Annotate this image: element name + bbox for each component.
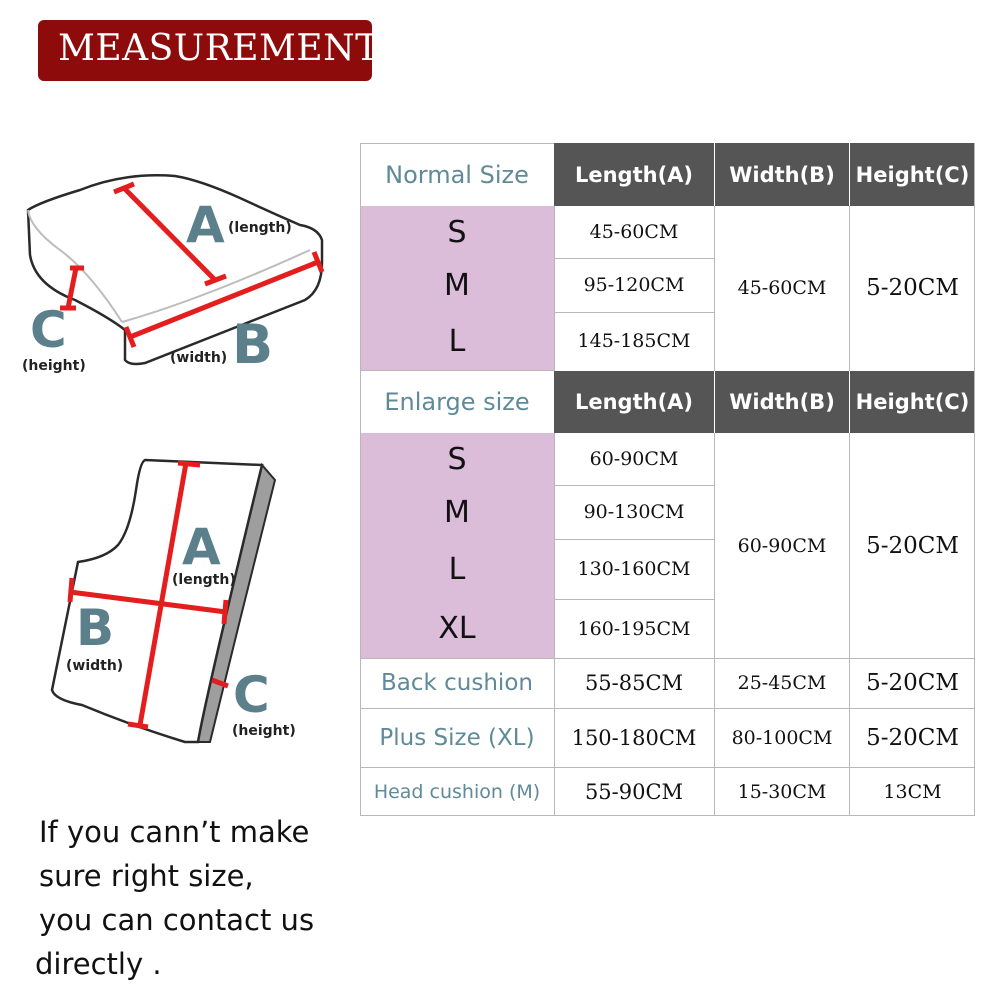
plus-size-height: 5-20CM [866,724,959,751]
top-label-b: B [232,313,274,376]
head-cushion-length: 55-90CM [584,779,684,804]
plus-size-length: 150-180CM [571,725,697,750]
enlarge-header-length: Length(A) [554,371,714,433]
banner-title: MEASUREMENT [58,28,380,69]
enlarge-header-height: Height(C) [850,371,975,433]
top-label-c: C [30,301,67,359]
enlarge-size-l: L [360,539,554,599]
contact-note [35,810,355,986]
enlarge-header-width: Width(B) [715,371,849,433]
head-cushion-height: 13CM [883,780,942,803]
enlarge-length-s: 60-90CM [589,448,679,470]
bottom-label-b: B [76,599,115,657]
normal-length-m: 95-120CM [583,274,685,296]
enlarge-size-xl: XL [360,599,554,658]
enlarge-length-m: 90-130CM [583,501,685,523]
normal-header-height: Height(C) [850,143,975,206]
top-label-b-note: (width) [170,350,228,366]
back-cushion-height: 5-20CM [866,670,959,696]
head-cushion-label: Head cushion (M) [373,780,541,803]
bottom-label-c-note: (height) [232,723,296,739]
bottom-label-c: C [233,666,270,724]
normal-size-l: L [360,312,554,370]
back-cushion-label: Back cushion [381,670,533,696]
normal-header-length: Length(A) [554,143,714,206]
normal-length-l: 145-185CM [577,330,691,352]
enlarge-width-value: 60-90CM [737,534,827,557]
back-cushion-width: 25-45CM [737,672,827,694]
normal-size-m: M [360,258,554,312]
back-cushion-length: 55-85CM [584,671,684,695]
cushion-diagrams [0,0,360,760]
enlarge-length-l: 130-160CM [577,558,691,580]
normal-width-value: 45-60CM [737,277,827,299]
contact-line-1: If you cann’t make [39,815,310,849]
normal-length-s: 45-60CM [589,221,679,243]
enlarge-length-xl: 160-195CM [577,617,691,640]
enlarge-size-s: S [360,433,554,485]
plus-size-width: 80-100CM [731,726,833,749]
enlarge-size-m: M [360,485,554,539]
bottom-label-a-note: (length) [172,572,236,588]
plus-size-label: Plus Size (XL) [379,724,535,751]
bottom-label-a: A [182,518,221,576]
bottom-label-b-note: (width) [66,658,124,674]
contact-line-2: sure right size, [39,859,254,893]
seat-cushion-illustration [28,175,322,364]
normal-height-value: 5-20CM [866,275,959,301]
contact-line-4: directly . [35,947,162,981]
normal-header-width: Width(B) [715,143,849,206]
normal-size-label: Normal Size [385,160,529,189]
size-chart-table [360,143,975,816]
contact-line-3: you can contact us [39,903,315,937]
head-cushion-width: 15-30CM [737,780,827,803]
top-label-c-note: (height) [22,358,86,374]
enlarge-size-label: Enlarge size [384,388,530,416]
enlarge-height-value: 5-20CM [866,532,959,559]
top-label-a-note: (length) [228,220,292,236]
normal-size-s: S [360,206,554,258]
top-label-a: A [186,196,225,254]
